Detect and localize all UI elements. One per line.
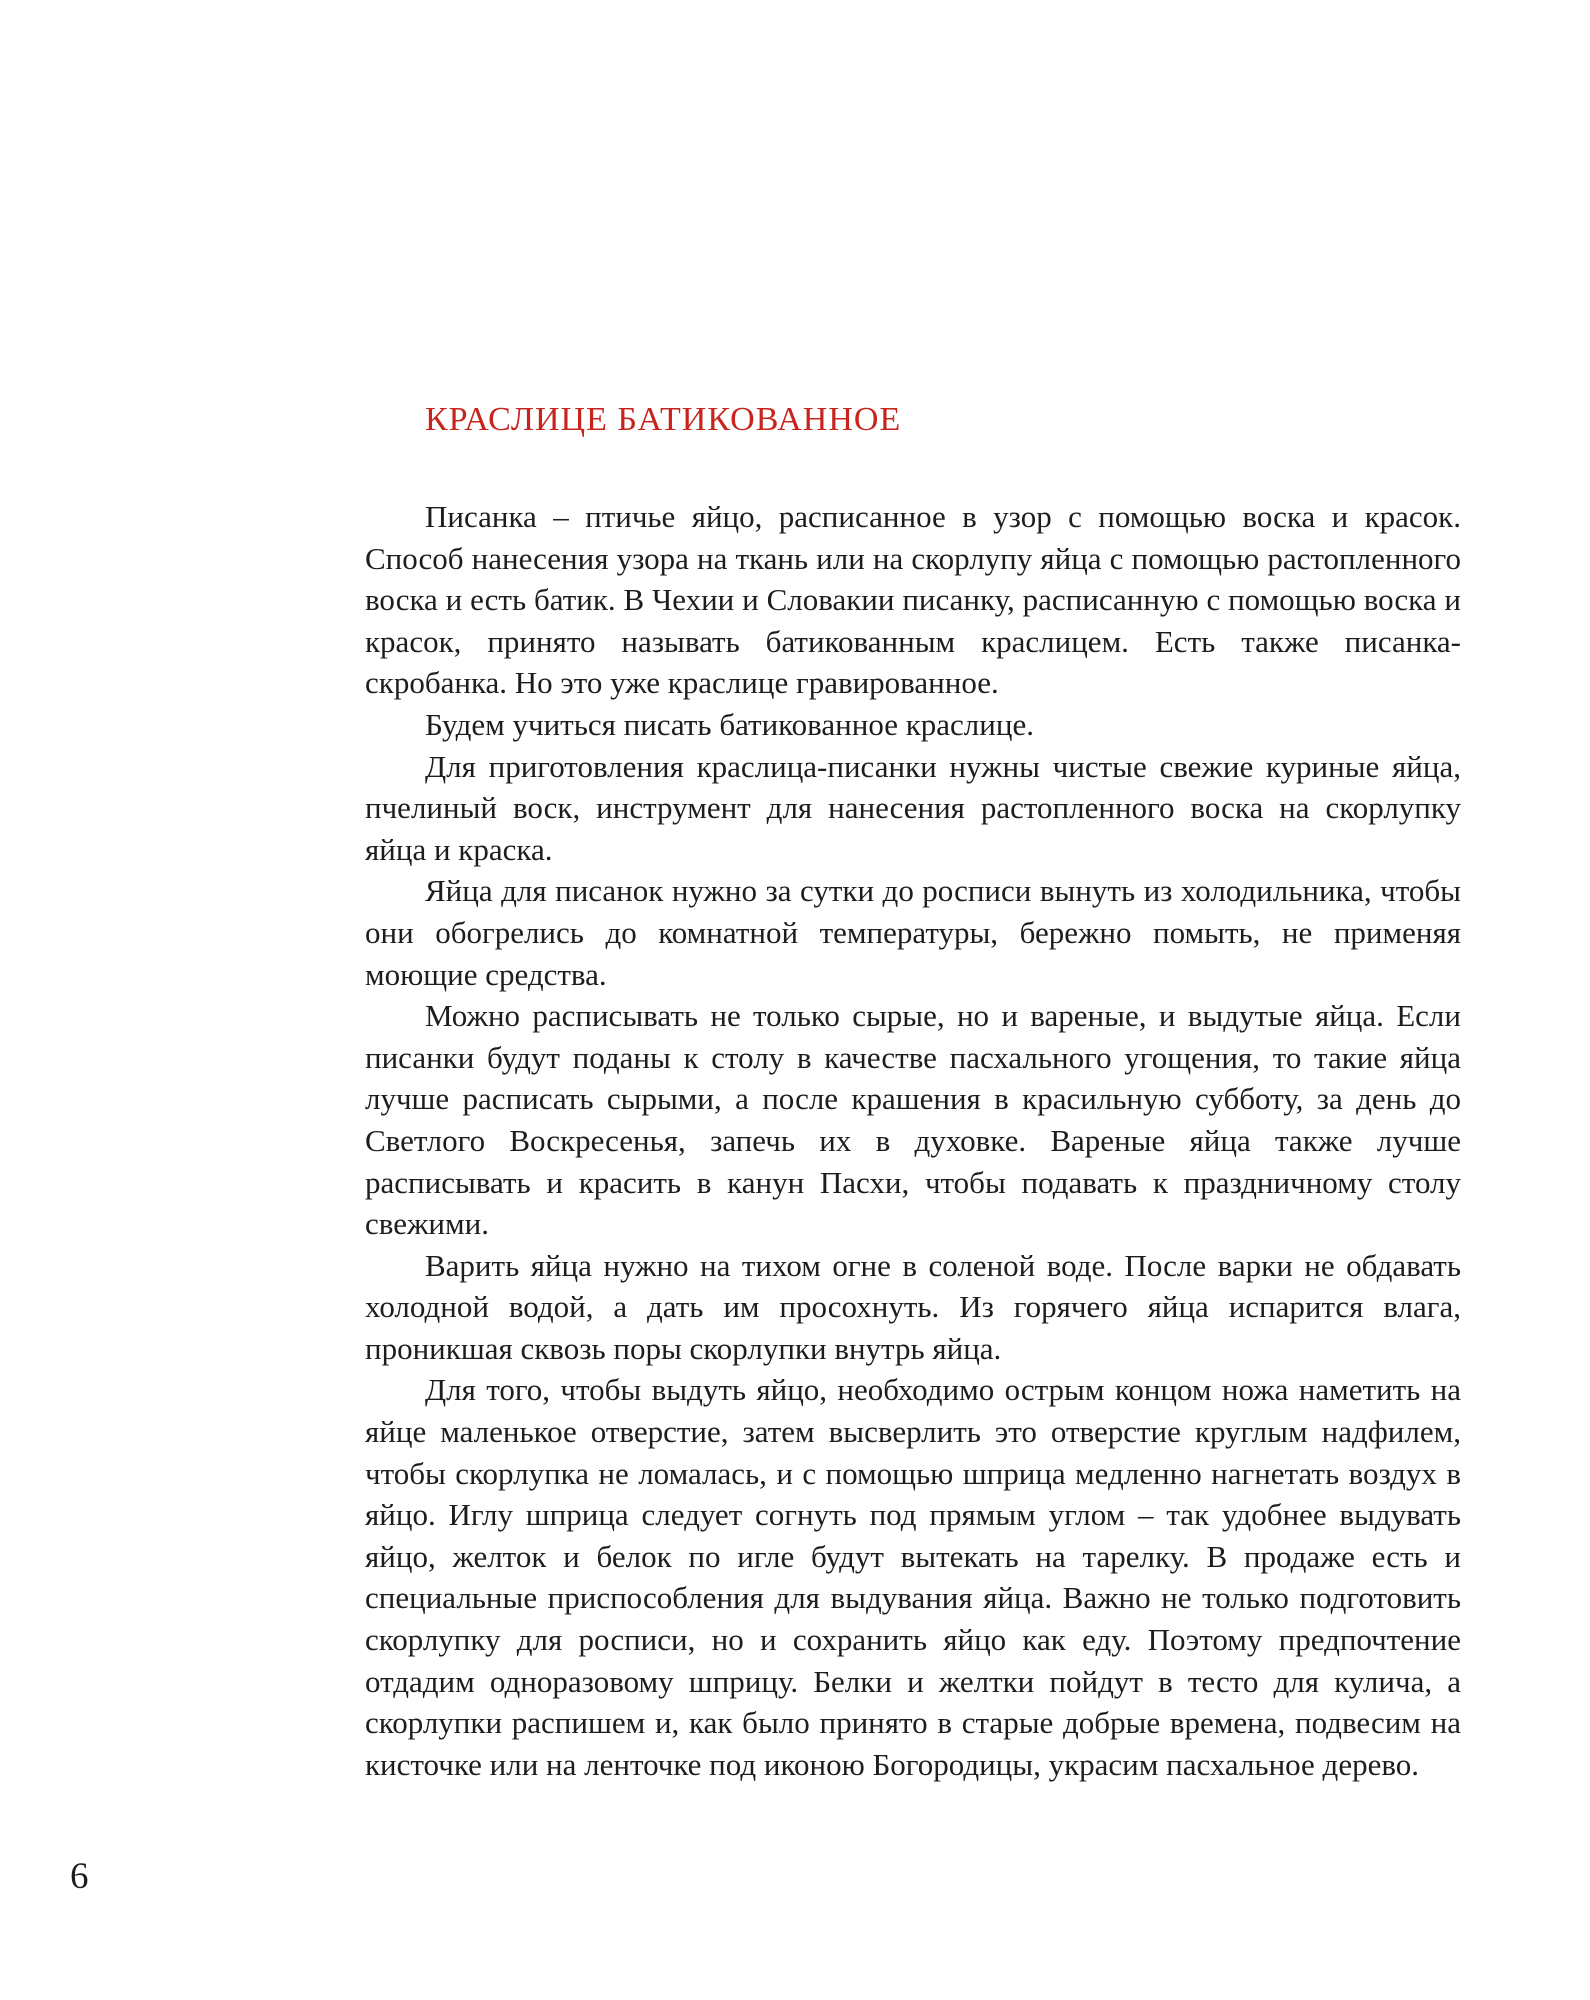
paragraph: Варить яйца нужно на тихом огне в соленой воде. После варки не обдавать холодной водой, а дать им просохнуть. Из горячего яйца испарится влага, проникшая сквозь поры скорлупки внутрь яйца. xyxy=(365,1247,1461,1366)
paragraph: Будем учиться писать батикованное краслице. xyxy=(425,706,1034,742)
paragraph: Писанка – птичье яйцо, расписанное в узор с помощью воска и красок. Способ нанесения узора на ткань или на скорлупу яйца с помощью растопленного воска и есть батик. В Чехии и Словакии писанку, расписанную с помощью воска и красок, принято называть батикованным краслицем. Есть также писанка-скробанка. Но это уже краслице гравированное. xyxy=(365,499,1461,701)
paragraph: Можно расписывать не только сырые, но и вареные, и выдутые яйца. Если писанки будут поданы к столу в качестве пасхального угощения, то такие яйца лучше расписать сырыми, а после крашения в красильную субботу, за день до Светлого Воскресенья, запечь их в духовке. Вареные яйца также лучше расписывать и красить в канун Пасхи, чтобы подавать к праздничному столу свежими. xyxy=(365,998,1461,1242)
paragraph: Для того, чтобы выдуть яйцо, необходимо острым концом ножа наметить на яйце маленькое отверстие, затем высверлить это отверстие круглым надфилем, чтобы скорлупка не ломалась, и с помощью шприца медленно нагнетать воздух в яйцо. Иглу шприца следует согнуть под прямым углом – так удобнее выдувать яйцо, желток и белок по игле будут вытекать на тарелку. В продаже есть и специальные приспособления для выдувания яйца. Важно не только подготовить скорлупку для росписи, но и сохранить яйцо как еду. Поэтому предпочтение отдадим одноразовому шприцу. Белки и желтки пойдут в тесто для кулича, а скорлупки распишем и, как было принято в старые добрые времена, подвесим на кисточке или на ленточке под иконою Богородицы, украсим пасхальное дерево. xyxy=(365,1372,1461,1782)
paragraph: Для приготовления краслица-писанки нужны чистые свежие куриные яйца, пчелиный воск, инструмент для нанесения растопленного воска на скорлупку яйца и краска. xyxy=(365,748,1461,867)
body-text xyxy=(365,496,1461,1785)
section-heading: КРАСЛИЦЕ БАТИКОВАННОЕ xyxy=(425,401,902,438)
page-number: 6 xyxy=(70,1856,89,1897)
paragraph: Яйца для писанок нужно за сутки до росписи вынуть из холодильника, чтобы они обогрелись до комнатной температуры, бережно помыть, не применяя моющие средства. xyxy=(365,873,1461,992)
